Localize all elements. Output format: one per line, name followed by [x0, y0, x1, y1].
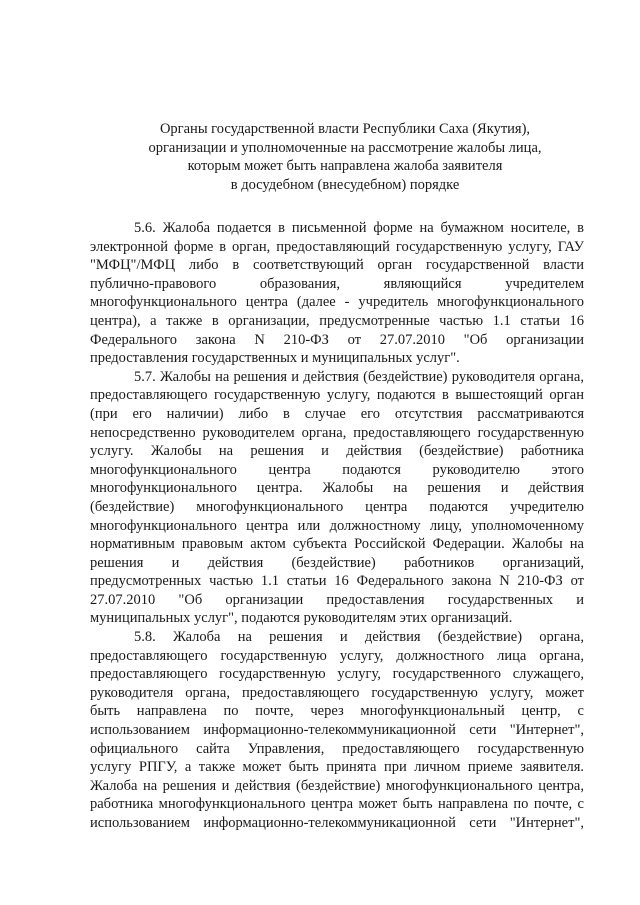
text-line: многофункционального центра подаются руководителю этого [90, 461, 584, 478]
heading-line: в досудебном (внесудебном) порядке [230, 176, 460, 193]
text-line: многофункционального центра (далее - учредитель многофункционального [90, 294, 584, 311]
heading-line: Органы государственной власти Республики Саха (Якутия), [159, 121, 531, 137]
text-line: (при его наличии) либо в случае его отсутствия рассматриваются [90, 405, 584, 422]
text-line: решения и действия (бездействие) работников организаций, [90, 554, 584, 571]
text-line: руководителя органа, предоставляющего государственную услугу, может [90, 684, 584, 701]
text-line: непосредственно руководителем органа, предоставляющего государственную [90, 424, 584, 441]
text-line: быть направлена по почте, через многофункциональный центр, с [90, 703, 584, 720]
text-line: предоставления государственных и муниципальных услуг". [90, 350, 460, 367]
document-body [90, 219, 584, 833]
text-line: использованием информационно-телекоммуникационной сети "Интернет", [90, 722, 584, 739]
text-line: услугу РПГУ, а также может быть принята при личном приеме заявителя. [90, 759, 584, 776]
text-line: использованием информационно-телекоммуникационной сети "Интернет", [90, 815, 584, 831]
text-line: 5.6. Жалоба подается в письменной форме на бумажном носителе, в [134, 220, 584, 236]
paragraph-5-7 [90, 368, 584, 628]
paragraph-5-6 [90, 219, 584, 368]
text-line: "МФЦ"/МФЦ либо в соответствующий орган государственной власти [90, 257, 584, 274]
text-line: электронной форме в орган, предоставляющий государственную услугу, ГАУ [90, 238, 584, 255]
text-line: услугу. Жалобы на решения и действия (бездействие) работника [90, 443, 584, 460]
text-line: 5.7. Жалобы на решения и действия (бездействие) руководителя органа, [134, 368, 584, 385]
text-line: 5.8. Жалоба на решения и действия (бездействие) органа, [134, 629, 584, 646]
text-line: центра), а также в организации, предусмотренные частью 1.1 статьи 16 [90, 312, 584, 329]
heading-line: которым может быть направлена жалоба заявителя [187, 158, 503, 174]
text-line: многофункционального центра или должностному лицу, уполномоченному [90, 517, 584, 534]
text-line: предоставляющего государственную услугу, подаются в вышестоящий орган [90, 387, 584, 404]
text-line: публично-правового образования, являющийся учредителем [90, 275, 584, 292]
text-line: Федерального закона N 210-ФЗ от 27.07.2010 "Об организации [90, 331, 584, 348]
document-heading [120, 120, 570, 194]
text-line: 27.07.2010 "Об организации предоставления государственных и [90, 591, 584, 608]
text-line: работника многофункционального центра может быть направлена по почте, с [90, 796, 584, 813]
text-line: муниципальных услуг", подаются руководителям этих организаций. [90, 610, 513, 627]
paragraph-5-8 [90, 628, 584, 833]
heading-line: организации и уполномоченные на рассмотрение жалобы лица, [148, 139, 542, 156]
text-line: предоставляющего государственную услугу, государственного служащего, [90, 666, 584, 683]
text-line: многофункционального центра. Жалобы на решения и действия [90, 480, 584, 497]
text-line: Жалоба на решения и действия (бездействие) многофункционального центра, [90, 777, 584, 794]
text-line: официального сайта Управления, предоставляющего государственную [90, 740, 584, 757]
text-line: предусмотренных частью 1.1 статьи 16 Федерального закона N 210-ФЗ от [90, 573, 584, 590]
text-line: (бездействие) многофункционального центра подаются учредителю [90, 498, 584, 515]
text-line: предоставляющего государственную услугу, должностного лица органа, [90, 647, 584, 664]
text-line: нормативным правовым актом субъекта Российской Федерации. Жалобы на [90, 536, 584, 553]
